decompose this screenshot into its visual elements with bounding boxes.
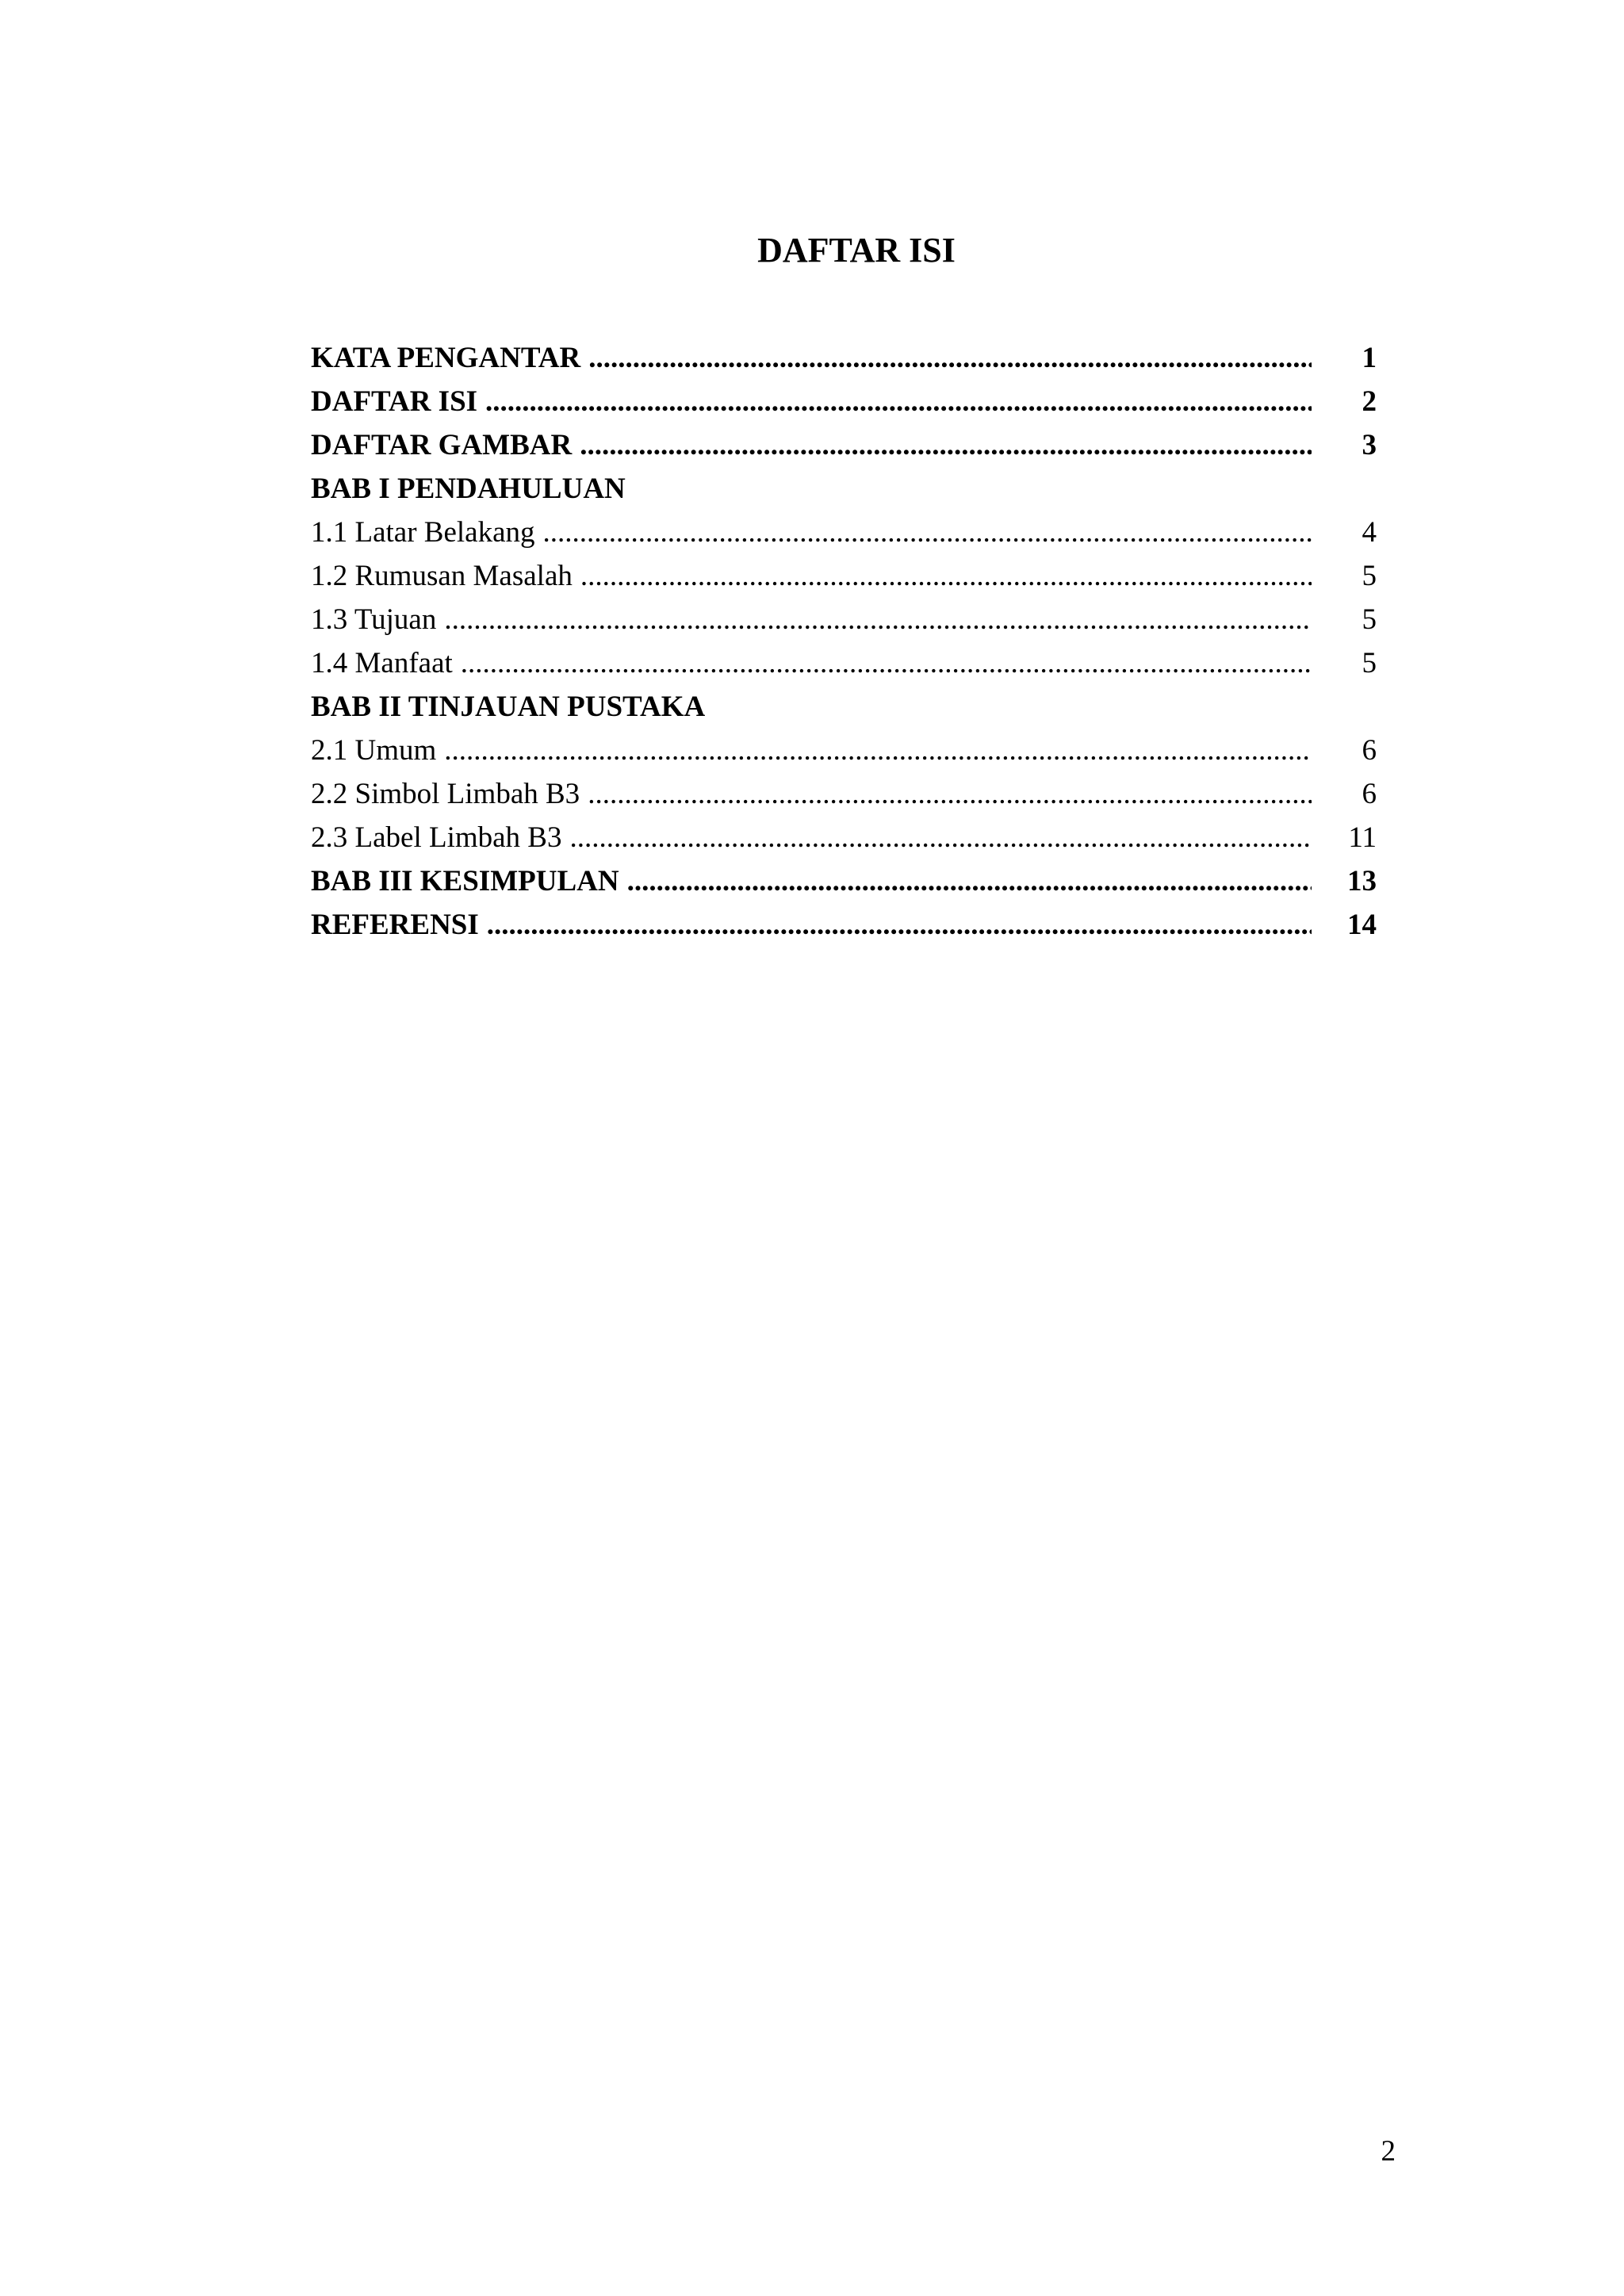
toc-entry-label: DAFTAR ISI .....: [311, 380, 1312, 423]
toc-entry-label: KATA PENGANTAR .....: [311, 336, 1312, 380]
toc-entry-label: BAB II TINJAUAN PUSTAKA: [311, 691, 706, 723]
toc-row[interactable]: [311, 554, 1377, 598]
toc-page-number: 1: [1362, 342, 1377, 374]
toc-page-number: 5: [1362, 647, 1377, 679]
toc-entry-label: 1.1 Latar Belakang .....: [311, 511, 1312, 554]
page-number: 2: [1381, 2135, 1396, 2168]
page-title: DAFTAR ISI: [757, 231, 956, 270]
toc-section-heading[interactable]: [311, 467, 1377, 511]
toc-row[interactable]: [311, 772, 1377, 816]
toc-page-number: 11: [1348, 821, 1377, 854]
toc-page-number: 4: [1362, 516, 1377, 549]
toc-entry-label: 1.4 Manfaat .....: [311, 641, 1312, 685]
toc-row[interactable]: [311, 380, 1377, 423]
toc-entry-label: 2.2 Simbol Limbah B3 .....: [311, 772, 1312, 816]
toc-row[interactable]: [311, 511, 1377, 554]
toc-page-number: 3: [1362, 429, 1377, 461]
toc-row[interactable]: [311, 903, 1377, 947]
toc-page-number: 2: [1362, 385, 1377, 418]
toc-page-number: 5: [1362, 603, 1377, 636]
toc-entry-label: BAB III KESIMPULAN .....: [311, 859, 1312, 903]
toc-section-heading[interactable]: [311, 685, 1377, 729]
toc-row[interactable]: [311, 598, 1377, 641]
toc-entry-label: 2.1 Umum .....: [311, 729, 1312, 772]
toc-entry-label: 1.3 Tujuan .....: [311, 598, 1312, 641]
toc-page-number: 6: [1362, 734, 1377, 767]
toc-row[interactable]: [311, 423, 1377, 467]
toc-page-number: 5: [1362, 560, 1377, 592]
toc-entry-label: DAFTAR GAMBAR .....: [311, 423, 1312, 467]
toc-page-number: 14: [1347, 909, 1377, 941]
toc-row[interactable]: [311, 336, 1377, 380]
toc-page-number: 13: [1347, 865, 1377, 897]
toc-entry-label: REFERENSI .....: [311, 903, 1312, 947]
toc-row[interactable]: [311, 816, 1377, 859]
toc-row[interactable]: [311, 641, 1377, 685]
toc-entry-label: 2.3 Label Limbah B3 .....: [311, 816, 1312, 859]
table-of-contents: [311, 336, 1377, 947]
toc-entry-label: 1.2 Rumusan Masalah .....: [311, 554, 1312, 598]
toc-page-number: 6: [1362, 778, 1377, 810]
toc-row[interactable]: [311, 729, 1377, 772]
toc-row[interactable]: [311, 859, 1377, 903]
toc-entry-label: BAB I PENDAHULUAN: [311, 473, 626, 505]
